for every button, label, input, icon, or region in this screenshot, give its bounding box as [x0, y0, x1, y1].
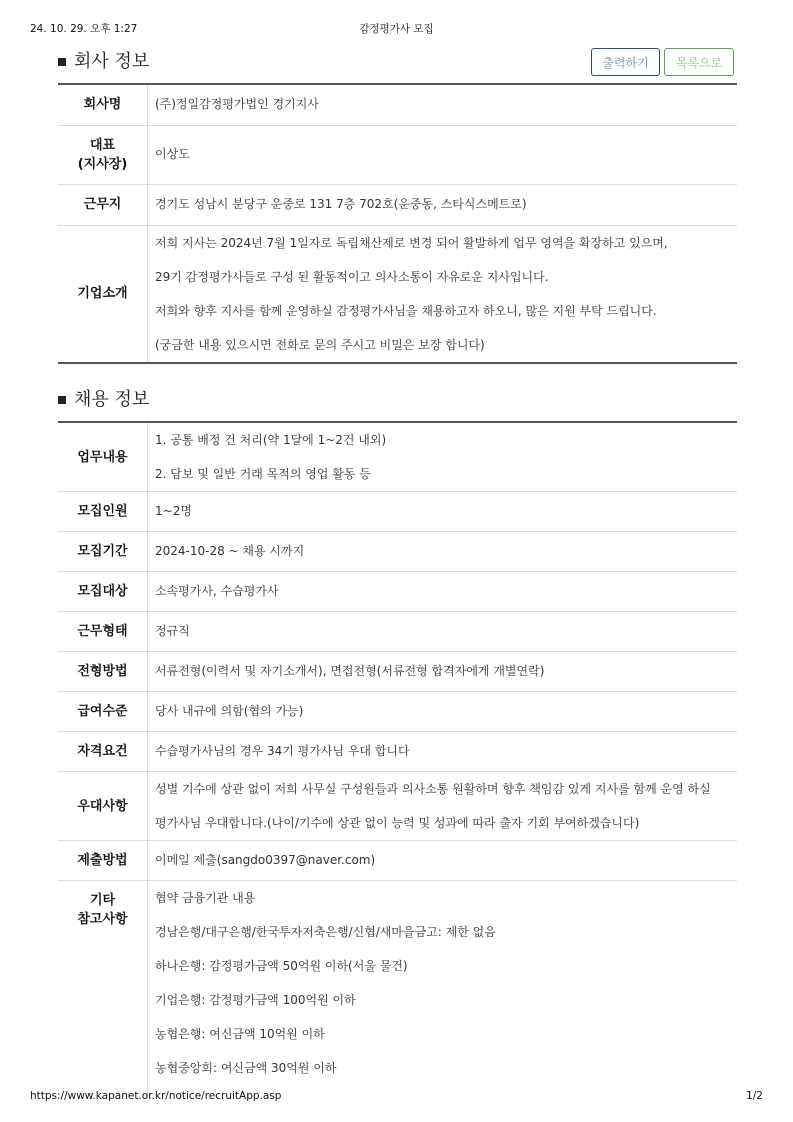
text-line: 저희 지사는 2024년 7월 1일자로 독립채산제로 변경 되어 활발하게 업무 영역을 확장하고 있으며, [155, 235, 668, 250]
row-value: 이상도 [148, 125, 738, 184]
print-datetime: 24. 10. 29. 오후 1:27 [30, 23, 138, 35]
row-label: 모집인원 [58, 492, 148, 532]
table-row [58, 84, 737, 125]
table-row [58, 772, 737, 841]
row-value [148, 422, 738, 492]
row-label [58, 881, 148, 1096]
row-value: 이메일 제출(sangdo0397@naver.com) [148, 841, 738, 881]
recruit-section-title [58, 385, 149, 411]
table-row [58, 652, 737, 692]
company-section-title-text: 회사 정보 [74, 51, 150, 72]
row-label: 자격요건 [58, 732, 148, 772]
list-button[interactable]: 목록으로 [664, 48, 734, 76]
text-line: 저희와 향후 지사를 함께 운영하실 감정평가사님을 채용하고자 하오니, 많은 지원 부탁 드립니다. [155, 303, 657, 318]
table-row [58, 881, 737, 1096]
text-line: 협약 금융기관 내용 [155, 891, 256, 905]
row-value [148, 772, 738, 841]
company-section-title [58, 47, 149, 73]
row-value: 당사 내규에 의함(협의 가능) [148, 692, 738, 732]
row-label-line: 기타 [89, 893, 116, 908]
table-row [58, 692, 737, 732]
table-row [58, 532, 737, 572]
row-label: 근무지 [58, 184, 148, 225]
table-row [58, 572, 737, 612]
print-url: https://www.kapanet.or.kr/notice/recruitApp.asp [30, 1090, 282, 1102]
table-row [58, 841, 737, 881]
print-header [30, 21, 763, 35]
print-button[interactable]: 출력하기 [591, 48, 660, 76]
text-line: 경남은행/대구은행/한국투자저축은행/신협/새마을금고: 제한 없음 [155, 925, 496, 939]
table-row [58, 184, 737, 225]
text-line: 농협은행: 여신금액 10억원 이하 [155, 1027, 325, 1041]
row-value [148, 225, 738, 363]
row-label: 근무형태 [58, 612, 148, 652]
row-label: 업무내용 [58, 422, 148, 492]
print-footer [30, 1090, 763, 1104]
square-bullet-icon [58, 396, 66, 404]
row-label: 기업소개 [58, 225, 148, 363]
table-row [58, 225, 737, 363]
row-value: 1~2명 [148, 492, 738, 532]
recruit-info-table [58, 421, 737, 1096]
row-value: 서류전형(이력서 및 자기소개서), 면접전형(서류전형 합격자에게 개별연락) [148, 652, 738, 692]
row-label: 전형방법 [58, 652, 148, 692]
row-label: 모집기간 [58, 532, 148, 572]
row-label-line: (지사장) [77, 156, 128, 172]
row-label: 제출방법 [58, 841, 148, 881]
row-value: (주)정일감정평가법인 경기지사 [148, 84, 738, 125]
print-title: 감정평가사 모집 [359, 23, 434, 35]
row-value [148, 881, 738, 1096]
text-line: 하나은행: 감정평가금액 50억원 이하(서울 물건) [155, 959, 408, 973]
text-line: 1. 공통 배정 건 처리(약 1달에 1~2건 내외) [155, 433, 387, 447]
row-label: 모집대상 [58, 572, 148, 612]
row-value: 2024-10-28 ~ 채용 시까지 [148, 532, 738, 572]
table-row [58, 612, 737, 652]
text-line: 평가사님 우대합니다.(나이/기수에 상관 없이 능력 및 성과에 따라 출자 기회 부여하겠습니다) [155, 816, 640, 830]
table-row [58, 732, 737, 772]
page-number: 1/2 [746, 1090, 763, 1102]
row-value: 정규직 [148, 612, 738, 652]
text-line: 2. 담보 및 일반 거래 목적의 영업 활동 등 [155, 467, 371, 481]
text-line: (궁금한 내용 있으시면 전화로 문의 주시고 비밀은 보장 합니다) [155, 337, 485, 352]
row-value: 소속평가사, 수습평가사 [148, 572, 738, 612]
table-row [58, 422, 737, 492]
text-line: 농협중앙회: 여신금액 30억원 이하 [155, 1061, 337, 1075]
table-row [58, 492, 737, 532]
row-label-line: 참고사항 [77, 912, 128, 927]
row-label: 우대사항 [58, 772, 148, 841]
row-label: 회사명 [58, 84, 148, 125]
row-value: 경기도 성남시 분당구 운중로 131 7층 702호(운중동, 스타식스메트로) [148, 184, 738, 225]
row-label: 급여수준 [58, 692, 148, 732]
row-value: 수습평가사님의 경우 34기 평가사님 우대 합니다 [148, 732, 738, 772]
company-info-table [58, 83, 737, 364]
row-label [58, 125, 148, 184]
text-line: 기업은행: 감정평가금액 100억원 이하 [155, 993, 356, 1007]
square-bullet-icon [58, 58, 66, 66]
row-label-line: 대표 [89, 137, 116, 153]
text-line: 29기 감정평가사들로 구성 된 활동적이고 의사소통이 자유로운 지사입니다. [155, 269, 549, 284]
recruit-section-title-text: 채용 정보 [74, 389, 150, 410]
text-line: 성별 기수에 상관 없이 저희 사무실 구성원들과 의사소통 원활하며 향후 책임감 있게 지사를 함께 운영 하실 [155, 782, 711, 796]
table-row [58, 125, 737, 184]
